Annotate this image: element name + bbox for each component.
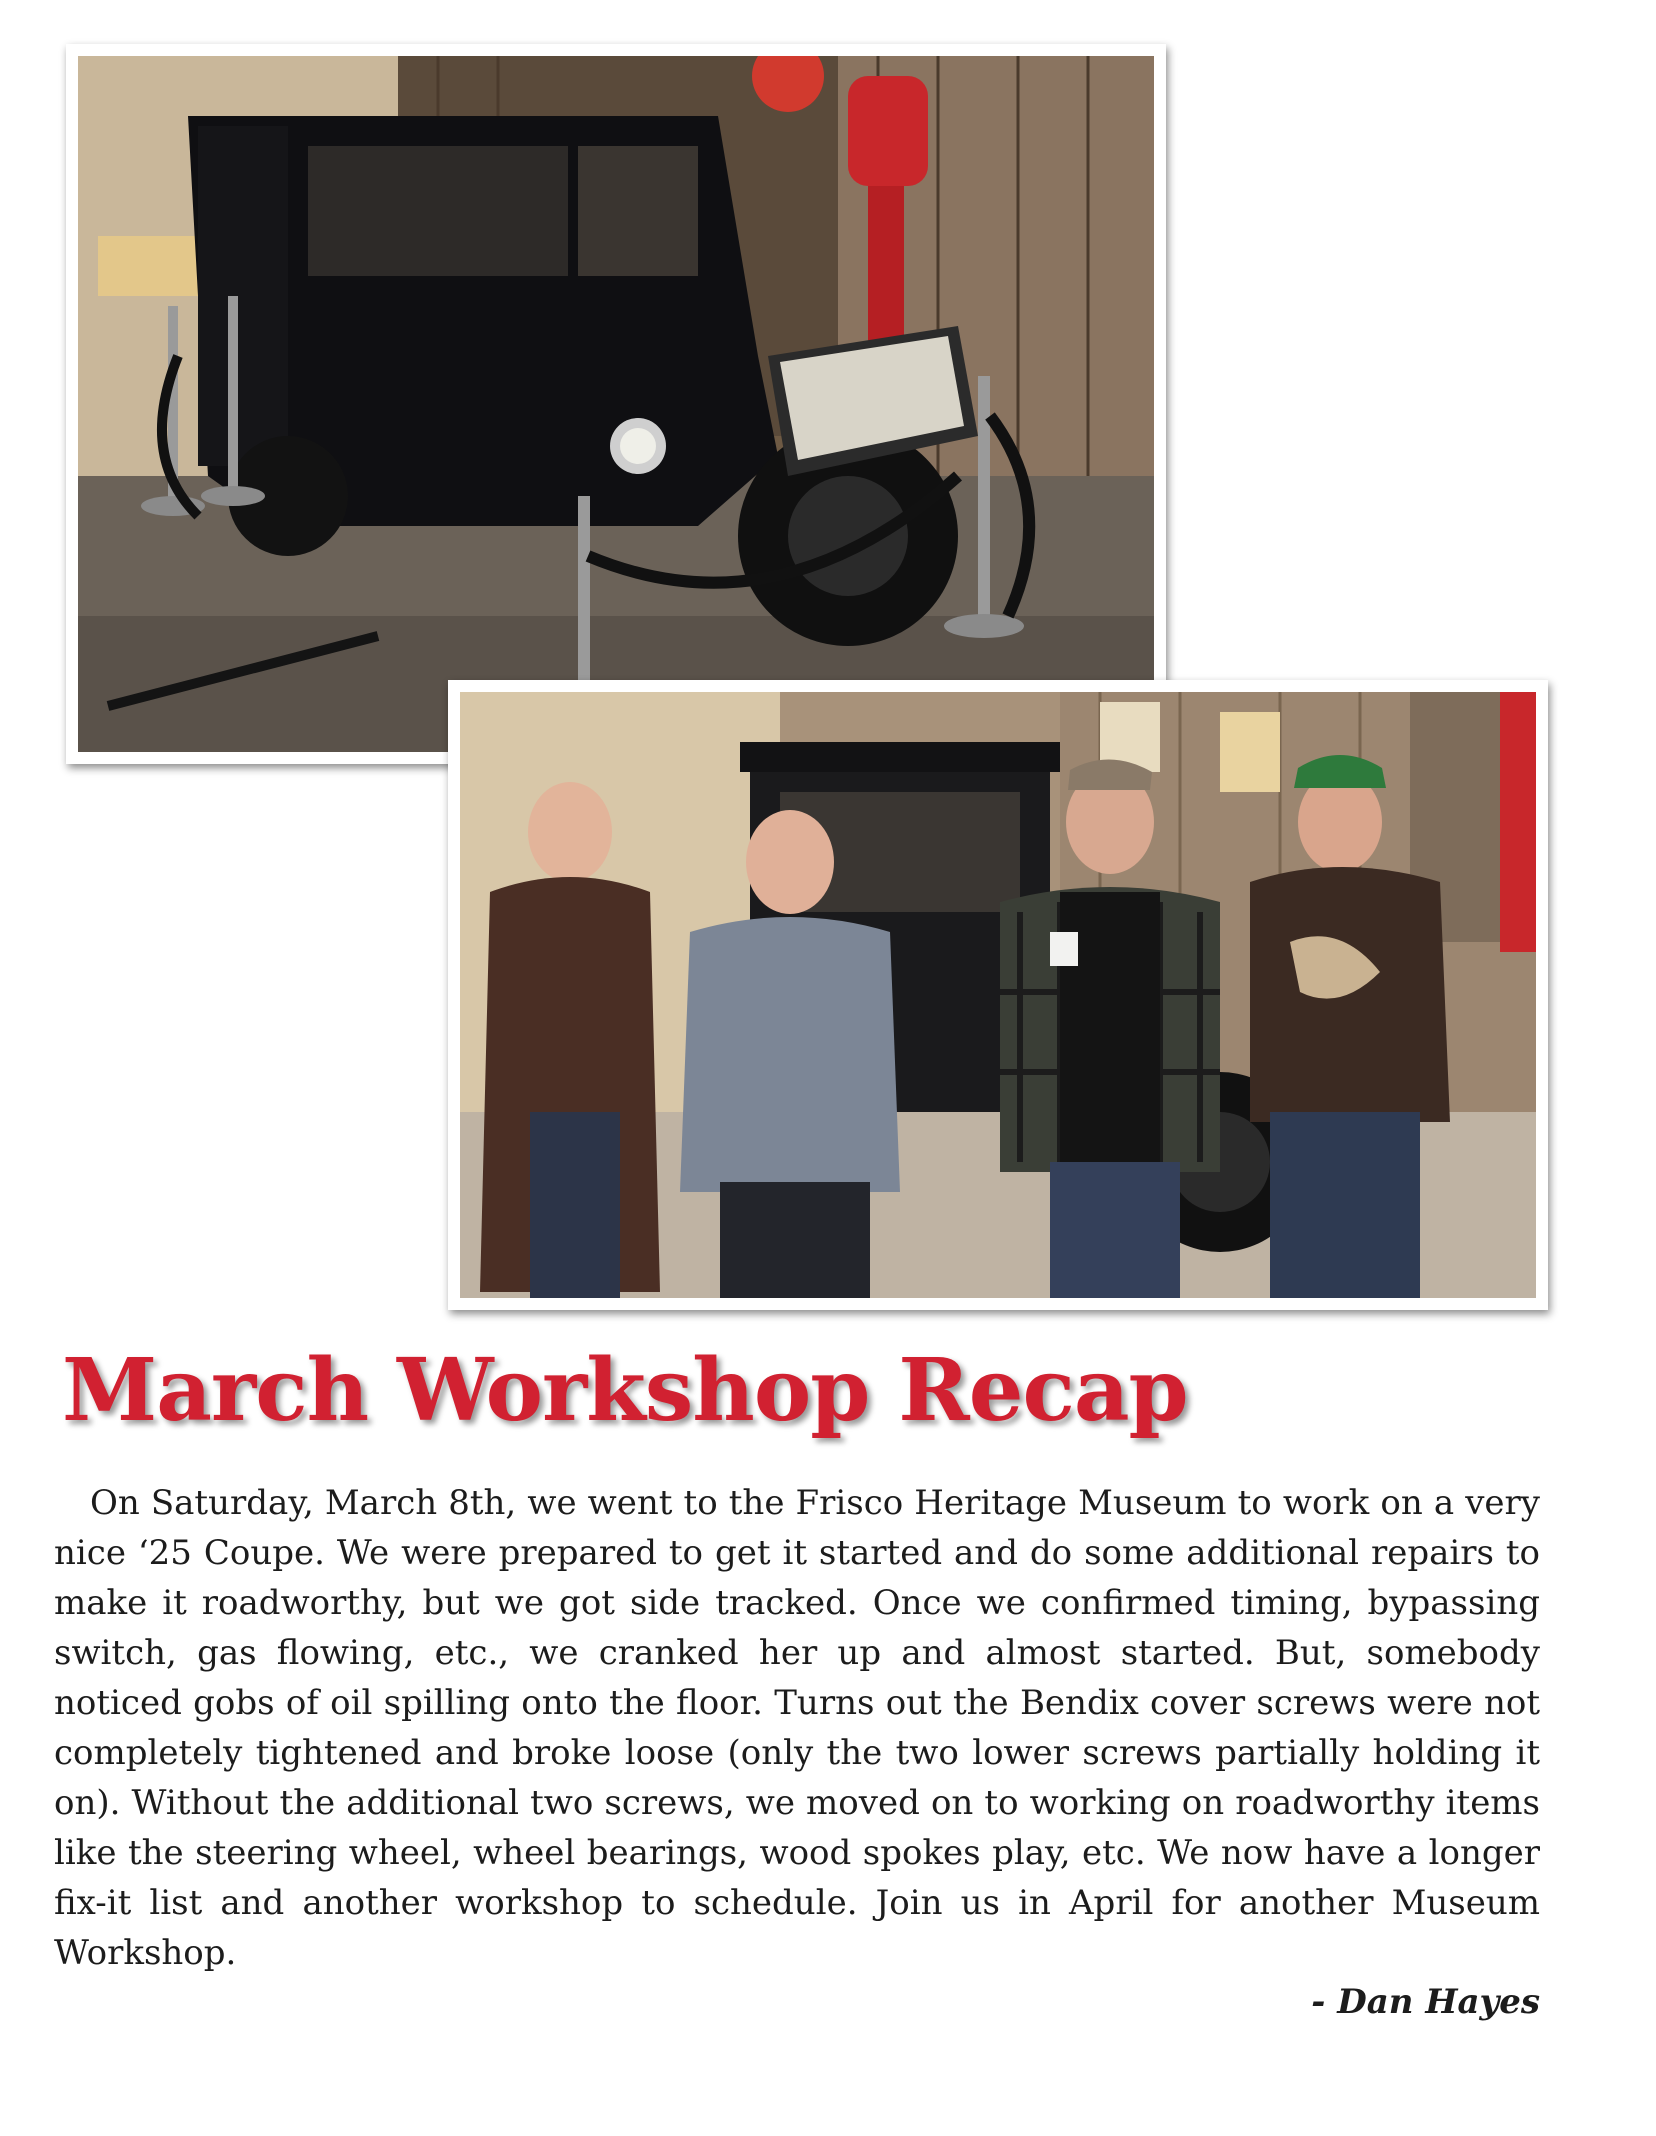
article-title: March Workshop Recap xyxy=(62,1340,1188,1441)
article-byline: - Dan Hayes xyxy=(1311,1982,1540,2022)
article-body: On Saturday, March 8th, we went to the Frisco Heritage Museum to work on a very nice ‘25 Coupe. We were prepared to get it started and do some additional repairs to make it roadworthy, but we got side tracked. Once we confirmed timing, bypassing switch, gas flowing, etc., we cranked her up and almost started. But, somebody noticed gobs of oil spilling onto the floor. Turns out the Bendix cover screws were not completely tightened and broke loose (only the two lower screws partially holding it on). Without the additional two screws, we moved on to working on roadworthy items like the steering wheel, wheel bearings, wood spokes play, etc. We now have a longer fix-it list and another workshop to schedule. Join us in April for another Museum Workshop. xyxy=(54,1483,1540,1973)
coupe-photo-image xyxy=(78,56,1154,752)
workshop-group-photo xyxy=(448,680,1548,1310)
workshop-group-photo-image xyxy=(460,692,1536,1298)
coupe-photo xyxy=(66,44,1166,764)
